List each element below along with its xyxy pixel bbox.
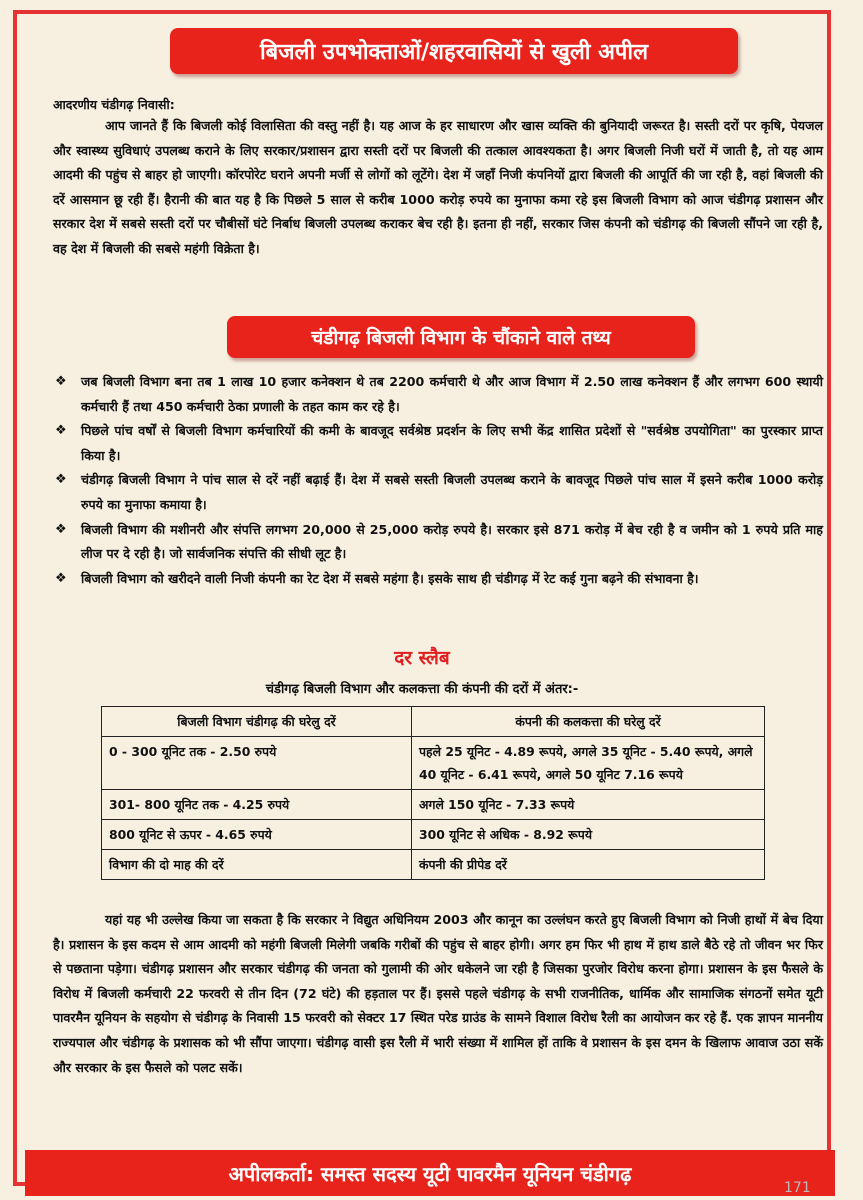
table-header-row — [102, 707, 765, 737]
table-cell: पहले 25 यूनिट - 4.89 रूपये, अगले 35 यूनिट - 5.40 रूपये, अगले 40 यूनिट - 6.41 रूपये, अगले 50 यूनिट 7.16 रूपये — [412, 737, 765, 790]
table-cell: 300 यूनिट से अधिक - 8.92 रूपये — [412, 820, 765, 850]
table-row — [102, 820, 765, 850]
facts-heading: चंडीगढ़ बिजली विभाग के चौंकाने वाले तथ्य — [227, 316, 695, 358]
page-title: बिजली उपभोक्ताओं/शहरवासियों से खुली अपील — [170, 28, 738, 74]
rate-comparison-table — [101, 706, 765, 880]
table-cell: विभाग की दो माह की दरें — [102, 850, 412, 880]
fact-text: चंडीगढ़ बिजली विभाग ने पांच साल से दरें नहीं बढ़ाई हैं। देश में सबसे सस्ती बिजली उपलब्ध कराने के बावजूद पिछले पांच साल में इसने करीब 1000 करोड़ रुपये का मुनाफा कमाया है। — [81, 472, 823, 512]
table-cell: अगले 150 यूनिट - 7.33 रूपये — [412, 790, 765, 820]
diamond-bullet-icon: ❖ — [55, 521, 67, 537]
table-cell: 0 - 300 यूनिट तक - 2.50 रुपये — [102, 737, 412, 790]
closing-paragraph: यहां यह भी उल्लेख किया जा सकता है कि सरकार ने विद्युत अधिनियम 2003 और कानून का उल्लंघन करते हुए बिजली विभाग को निजी हाथों में बेच दिया है। प्रशासन के इस कदम से आम आदमी को महंगी बिजली मिलेगी जबकि गरीबों की पहुंच से बाहर होगी। अगर हम फिर भी हाथ में हाथ डाले बैठे रहे तो जीवन भर फिर से पछताना पड़ेगा। चंडीगढ़ प्रशासन और सरकार चंडीगढ़ की जनता को गुलामी की ओर धकेलने जा रही है जिसका पुरजोर विरोध करना होगा। प्रशासन के इस फैसले के विरोध में बिजली कर्मचारी 22 फरवरी से तीन दिन (72 घंटे) की हड़ताल पर हैं। इससे पहले चंडीगढ़ के सभी राजनीतिक, धार्मिक और सामाजिक संगठनों समेत यूटी पावरमैन यूनियन के सहयोग से चंडीगढ़ के निवासी 15 फरवरी को सेक्टर 17 स्थित परेड ग्राउंड के सामने विशाल विरोध रैली का आयोजन कर रहे हैं. एक ज्ञापन माननीय राज्यपाल और चंडीगढ़ के प्रशासक को भी सौंपा जाएगा। चंडीगढ़ वासी इस रैली में भारी संख्या में शामिल हों ताकि वे प्रशासन के इस दमन के खिलाफ आवाज उठा सकें और सरकार के इस फैसले को पलट सकें। — [53, 912, 823, 1075]
table-cell: 800 यूनिट से ऊपर - 4.65 रुपये — [102, 820, 412, 850]
list-item — [53, 567, 823, 592]
column-header: कंपनी की कलकत्ता की घरेलु दरें — [412, 707, 765, 737]
salutation: आदरणीय चंडीगढ़ निवासी: — [53, 97, 175, 112]
fact-text: जब बिजली विभाग बना तब 1 लाख 10 हजार कनेक्शन थे तब 2200 कर्मचारी थे और आज विभाग में 2.50 लाख कनेक्शन हैं और लगभग 600 स्थायी कर्मचारी हैं तथा 450 कर्मचारी ठेका प्रणाली के तहत काम कर रहे है। — [81, 374, 823, 414]
facts-list — [53, 370, 823, 591]
diamond-bullet-icon: ❖ — [55, 374, 67, 389]
diamond-bullet-icon: ❖ — [55, 570, 67, 586]
column-header: बिजली विभाग चंडीगढ़ की घरेलु दरें — [102, 707, 412, 737]
table-row — [102, 790, 765, 820]
page-number: 171 — [784, 1180, 811, 1196]
list-item — [53, 419, 823, 468]
list-item — [53, 370, 823, 419]
diamond-bullet-icon: ❖ — [55, 423, 67, 439]
table-cell: 301- 800 यूनिट तक - 4.25 रुपये — [102, 790, 412, 820]
diamond-bullet-icon: ❖ — [55, 472, 67, 488]
poster-frame — [13, 10, 831, 1186]
fact-text: पिछले पांच वर्षों से बिजली विभाग कर्मचारियों की कमी के बावजूद सर्वश्रेष्ठ प्रदर्शन के लिए सभी केंद्र शासित प्रदेशों से "सर्वश्रेष्ठ उपयोगिता" का पुरस्कार प्राप्त किया है। — [81, 423, 823, 463]
intro-paragraph: आप जानते हैं कि बिजली कोई विलासिता की वस्तु नहीं है। यह आज के हर साधारण और खास व्यक्ति की बुनियादी जरूरत है। सस्ती दरों पर कृषि, पेयजल और स्वास्थ्य सुविधाएं उपलब्ध कराने के लिए सरकार/प्रशासन द्वारा सस्ती दरों पर बिजली की तत्काल आवश्यकता है। अगर बिजली निजी घरों में जाती है, तो यह आम आदमी की पहुंच से बाहर हो जाएगी। कॉरपोरेट घराने अपनी मर्जी से लोगों को लूटेंगे। देश में जहाँ निजी कंपनियों द्वारा बिजली की आपूर्ति की जा रही है, वहां बिजली की दरें आसमान छू रही हैं। हैरानी की बात यह है कि पिछले 5 साल से करीब 1000 करोड़ रुपये का मुनाफा कमा रहे इस बिजली विभाग को आज चंडीगढ़ प्रशासन और सरकार देश में सबसे सस्ती दरों पर चौबीसों घंटे निर्बाध बिजली उपलब्ध कराकर बेच रही है। इतना ही नहीं, सरकार जिस कंपनी को चंडीगढ़ की बिजली सौंपने जा रही है, वह देश में बिजली की सबसे महंगी विक्रेता है। — [53, 118, 823, 256]
list-item — [53, 468, 823, 517]
table-row — [102, 850, 765, 880]
table-row — [102, 737, 765, 790]
rate-table-caption: चंडीगढ़ बिजली विभाग और कलकत्ता की कंपनी की दरों में अंतर:- — [265, 682, 579, 697]
rate-slab-heading: दर स्लैब — [394, 647, 450, 669]
list-item — [53, 518, 823, 567]
fact-text: बिजली विभाग की मशीनरी और संपत्ति लगभग 20,000 से 25,000 करोड़ रुपये है। सरकार इसे 871 करोड़ में बेच रही है व जमीन को 1 रुपये प्रति माह लीज पर दे रही है। जो सार्वजनिक संपत्ति की सीधी लूट है। — [81, 521, 823, 562]
fact-text: बिजली विभाग को खरीदने वाली निजी कंपनी का रेट देश में सबसे महंगा है। इसके साथ ही चंडीगढ़ में रेट कई गुना बढ़ने की संभावना है। — [81, 570, 699, 586]
table-cell: कंपनी की प्रीपेड दरें — [412, 850, 765, 880]
appellant-footer: अपीलकर्ता: समस्त सदस्य यूटी पावरमैन यूनियन चंडीगढ़ — [25, 1150, 835, 1196]
